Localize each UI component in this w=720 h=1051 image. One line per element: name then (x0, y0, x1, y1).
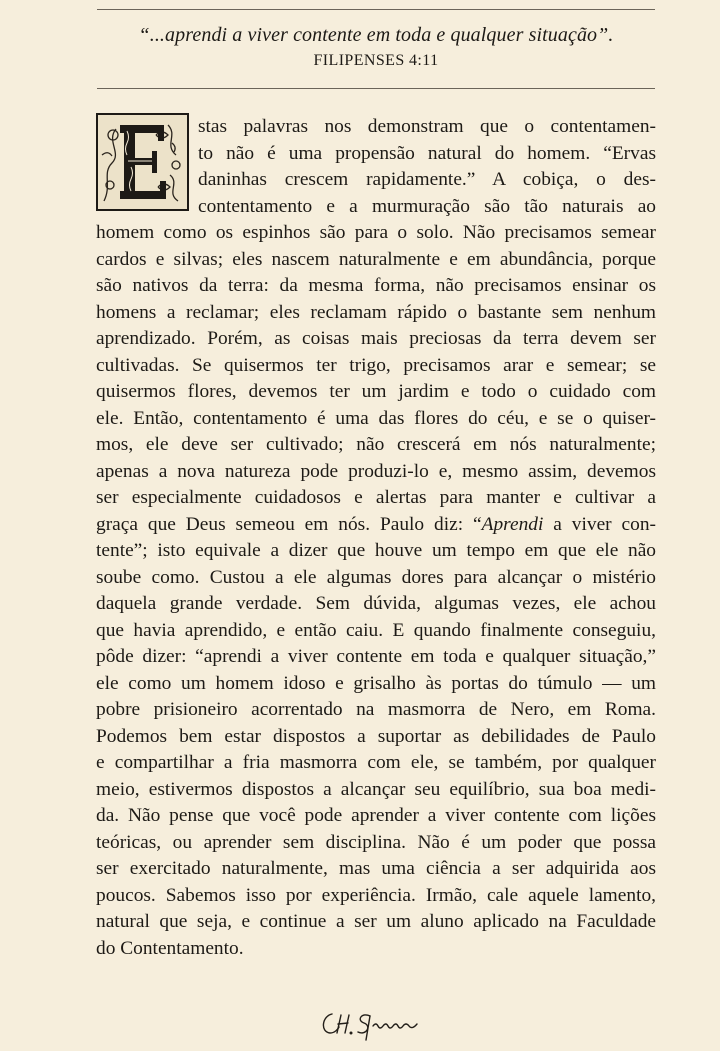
text-line: e compartilhar a fria masmorra com ele, se também, por qualquer (96, 752, 656, 773)
text-line: graça que Deus semeou em nós. Paulo diz: “Aprendi a viver con- (96, 513, 656, 535)
text-line: soube como. Custou a ele algumas dores para alcançar o mistério (96, 566, 656, 588)
text-line: Podemos bem estar dispostos a suportar as debilidades de Paulo (96, 725, 656, 747)
text-line: aprendizado. Porém, as coisas mais preciosas da terra devem ser (96, 328, 656, 349)
emphasized-word: Aprendi (481, 513, 544, 535)
text-line: daquela grande verdade. Sem dúvida, algumas vezes, ele achou (96, 593, 656, 614)
top-divider (97, 9, 655, 10)
text-line: daninhas crescem rapidamente.” A cobiça, o des- (198, 169, 656, 190)
handwritten-signature (318, 1006, 430, 1042)
epigraph-quote: “...aprendi a viver contente em toda e qualquer situação”. (138, 24, 614, 46)
text-line: homens a reclamar; eles reclamam rápido o bastante sem nenhum (96, 301, 656, 323)
text-line: quisermos flores, devemos ter um jardim e todo o cuidado com (96, 381, 656, 402)
text-line: ser especialmente cuidadosos e alertas para manter e cultivar a (96, 487, 656, 508)
text-line: cardos e silvas; eles nascem naturalmente e em abundância, porque (96, 248, 656, 270)
main-paragraph (96, 114, 656, 962)
text-line: ele. Então, contentamento é uma das flores do céu, e se o quiser- (96, 407, 656, 429)
text-line: cultivadas. Se quisermos ter trigo, precisamos arar e semear; se (96, 354, 656, 376)
epigraph-reference: FILIPENSES 4:11 (313, 52, 439, 69)
text-line: meio, estivermos dispostos a alcançar seu equilíbrio, sua boa medi- (96, 778, 656, 800)
text-line: que havia aprendido, e então caiu. E quando finalmente conseguiu, (96, 619, 656, 641)
text-line: stas palavras nos demonstram que o contentamen- (198, 116, 656, 137)
text-line: pobre prisioneiro acorrentado na masmorra de Nero, em Roma. (96, 699, 656, 720)
text-line: ele como um homem idoso e grisalho às portas do túmulo — um (96, 672, 656, 694)
bottom-divider (97, 88, 655, 89)
text-line: natural que seja, e continue a ser um aluno aplicado na Faculdade (96, 911, 656, 932)
text-line: teóricas, ou aprender sem disciplina. Não é um poder que possa (96, 831, 656, 853)
text-line: mos, ele deve ser cultivado; não crescerá em nós naturalmente; (96, 434, 656, 455)
text-line: da. Não pense que você pode aprender a viver contente com lições (96, 805, 656, 826)
epigraph (97, 22, 655, 72)
text-line: homem como os espinhos são para o solo. Não precisamos semear (96, 222, 656, 243)
text-line: poucos. Sabemos isso por experiência. Irmão, cale aquele lamento, (96, 884, 656, 906)
text-line: ser exercitado naturalmente, mas uma ciência a ser adquirida aos (96, 858, 656, 879)
text-line: são nativos da terra: da mesma forma, não precisamos ensinar os (96, 275, 656, 296)
text-line: apenas a nova natureza pode produzi-lo e, mesmo assim, devemos (96, 460, 656, 482)
text-line: pôde dizer: “aprendi a viver contente em toda e qualquer situação,” (96, 646, 656, 667)
text-line: do Contentamento. (96, 937, 244, 959)
text-line: tente”; isto equivale a dizer que houve um tempo em que ele não (96, 540, 656, 561)
text-line: contentamento e a murmuração são tão naturais ao (198, 195, 656, 217)
text-line: to não é uma propensão natural do homem. “Ervas (198, 142, 656, 164)
